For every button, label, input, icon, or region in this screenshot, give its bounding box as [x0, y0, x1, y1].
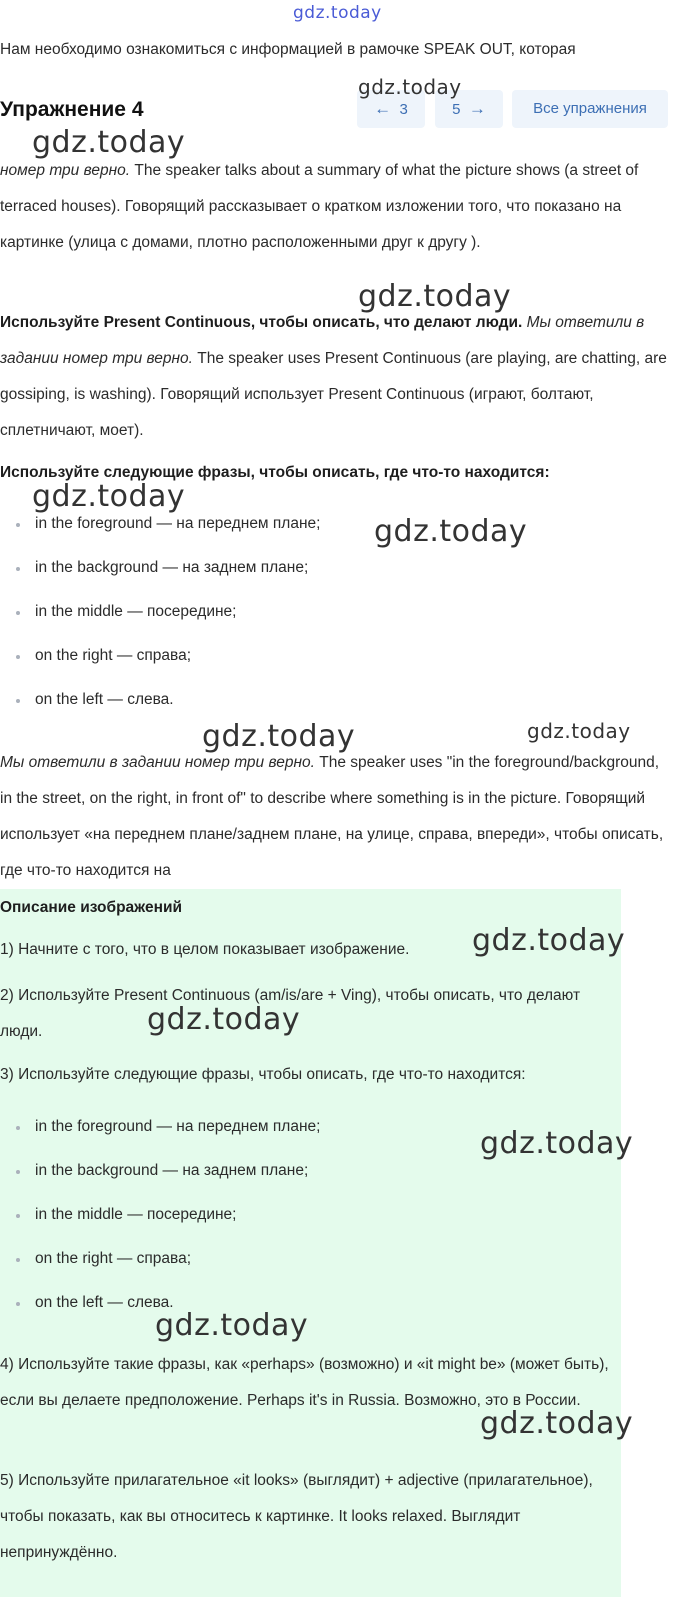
answer-paragraph-2: [0, 305, 672, 449]
list-item: in the middle — посередине;: [0, 1193, 615, 1237]
para3-heading: Используйте следующие фразы, чтобы описать, где что-то находится:: [0, 464, 550, 481]
watermark: gdz.today: [32, 479, 186, 514]
watermark: gdz.today: [32, 125, 186, 160]
list-item: in the foreground — на переднем плане;: [0, 1105, 615, 1149]
arrow-left-icon: ←: [374, 99, 392, 118]
answer-paragraph-4: [0, 745, 668, 889]
all-exercises-button[interactable]: [512, 90, 668, 128]
watermark: gdz.today: [155, 1308, 309, 1343]
intro-line: Нам необходимо ознакомиться с информацией в рамочке SPEAK OUT, которая: [0, 41, 576, 58]
box-item-3: 3) Используйте следующие фразы, чтобы описать, где что-то находится:: [0, 1066, 526, 1083]
para4-italic: Мы ответили в задании номер три верно.: [0, 754, 315, 771]
watermark: gdz.today: [480, 1406, 634, 1441]
para1-text: The speaker talks about a summary of what the picture shows (a street of terraced houses). Говорящий рассказывает о кратком изложении того, что показано на картинке (улица с домами, плотно расположенными друг к другу ).: [0, 162, 639, 251]
arrow-right-icon: →: [468, 99, 486, 118]
prev-exercise-label: 3: [399, 101, 408, 118]
para2-text: The speaker uses Present Continuous (are playing, are chatting, are gossiping, is washing). Говорящий использует Present Continuous (играют, болтают, сплетничают, моет).: [0, 350, 667, 439]
watermark: gdz.today: [202, 719, 356, 754]
watermark: gdz.today: [374, 514, 528, 549]
list-item: in the background — на заднем плане;: [0, 546, 672, 590]
answer-paragraph-1: [0, 153, 672, 261]
list-item: on the left — слева.: [0, 678, 672, 722]
box-item-5: 5) Используйте прилагательное «it looks» (выглядит) + adjective (прилагательное), чтобы показать, как вы относитесь к картинке. It looks relaxed. Выглядит непринуждённо.: [0, 1472, 593, 1561]
box-item-2: 2) Используйте Present Continuous (am/is/are + Ving), чтобы описать, что делают люди.: [0, 987, 581, 1040]
box-item-4: 4) Используйте такие фразы, как «perhaps» (возможно) и «it might be» (может быть), если вы делаете предположение. Perhaps it's in Russia. Возможно, это в России.: [0, 1356, 609, 1409]
page-title: Упражнение 4: [0, 98, 144, 121]
watermark: gdz.today: [472, 923, 626, 958]
speak-out-box: [0, 889, 621, 1597]
next-exercise-label: 5: [452, 101, 461, 118]
list-item: in the middle — посередине;: [0, 590, 672, 634]
list-item: on the right — справа;: [0, 634, 672, 678]
watermark: gdz.today: [147, 1002, 301, 1037]
phrases-list: [0, 502, 672, 722]
list-item: on the right — справа;: [0, 1237, 615, 1281]
watermark: gdz.today: [358, 75, 462, 99]
list-item: in the background — на заднем плане;: [0, 1149, 615, 1193]
box-title: Описание изображений: [0, 899, 182, 916]
watermark: gdz.today: [527, 719, 631, 743]
box-item-1: 1) Начните с того, что в целом показывает изображение.: [0, 941, 410, 958]
watermark: gdz.today: [480, 1126, 634, 1161]
watermark-top: gdz.today: [293, 3, 382, 23]
list-item: on the left — слева.: [0, 1281, 615, 1325]
para2-bold: Используйте Present Continuous, чтобы описать, что делают люди.: [0, 314, 523, 331]
para1-italic: номер три верно.: [0, 162, 131, 179]
para2-italic: Мы ответили в задании номер три верно.: [0, 314, 645, 367]
para4-text: The speaker uses "in the foreground/background, in the street, on the right, in front of" to describe where something is in the picture. Говорящий использует «на переднем плане/заднем плане, на улице, справа, впереди», чтобы описать, где что-то находится на: [0, 754, 664, 879]
all-exercises-label: Все упражнения: [533, 100, 647, 117]
watermark: gdz.today: [358, 279, 512, 314]
intro-overlay: [0, 58, 680, 88]
list-item: in the foreground — на переднем плане;: [0, 502, 672, 546]
